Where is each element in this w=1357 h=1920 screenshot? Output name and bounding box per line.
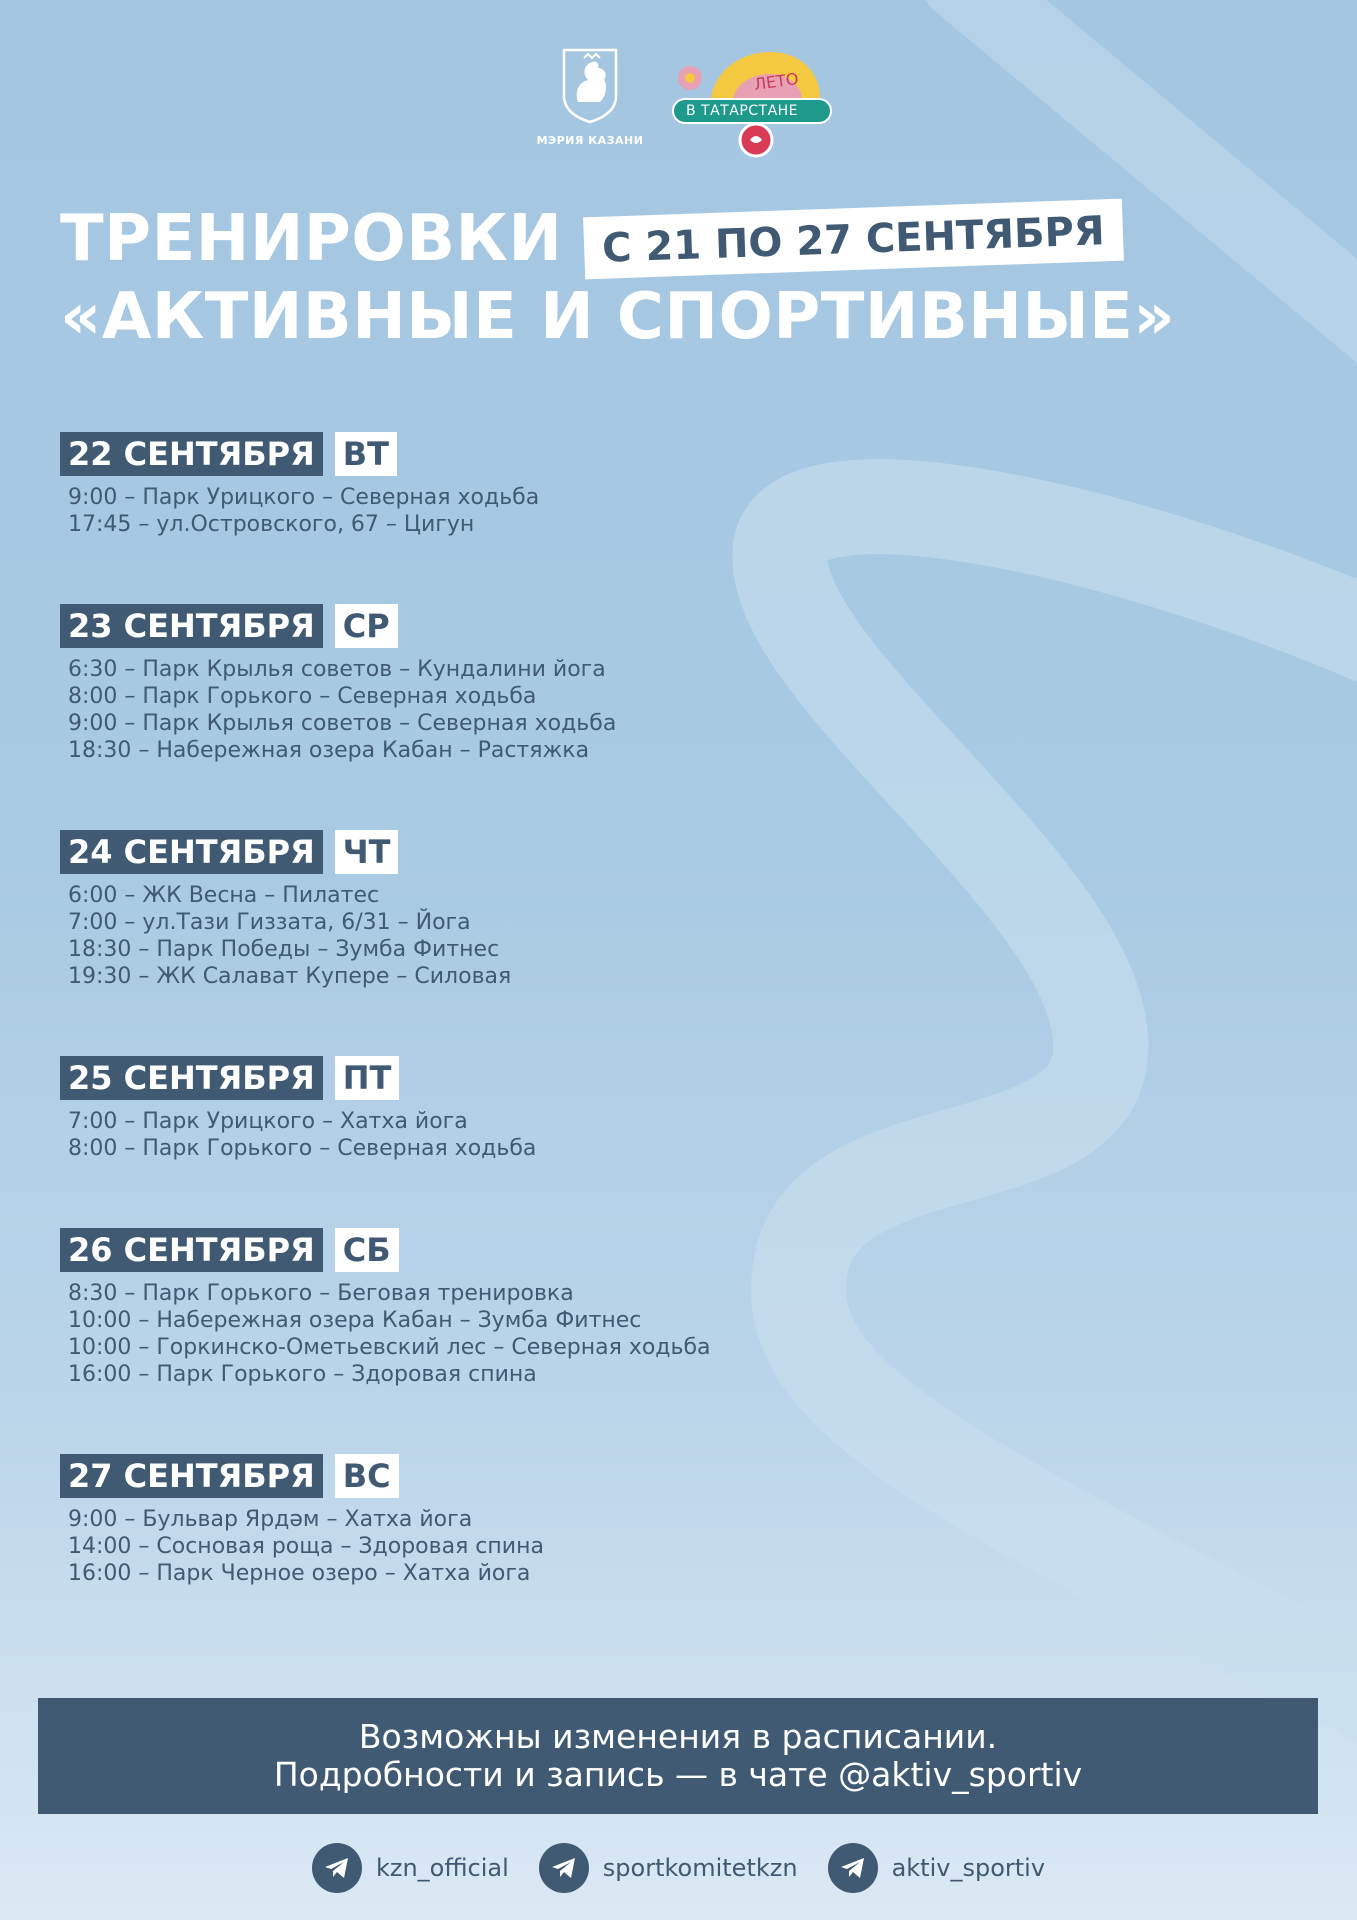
event-item: 6:30 – Парк Крылья советов – Кундалини йога <box>68 657 606 682</box>
weekday-badge: ВС <box>335 1454 399 1498</box>
leto-v-tatarstane-logo <box>670 48 850 160</box>
date-range-tag: С 21 ПО 27 СЕНТЯБРЯ <box>583 199 1124 280</box>
event-item: 8:00 – Парк Горького – Северная ходьба <box>68 1136 537 1161</box>
event-item: 8:00 – Парк Горького – Северная ходьба <box>68 684 537 709</box>
headline-line1: ТРЕНИРОВКИ <box>60 202 563 276</box>
date-badge: 27 СЕНТЯБРЯ <box>60 1454 323 1498</box>
event-item: 16:00 – Парк Горького – Здоровая спина <box>68 1362 537 1387</box>
social-link-aktiv-sportiv[interactable] <box>828 1843 1045 1893</box>
event-item: 6:00 – ЖК Весна – Пилатес <box>68 883 380 908</box>
event-item: 18:30 – Набережная озера Кабан – Растяжка <box>68 738 590 763</box>
event-item: 7:00 – Парк Урицкого – Хатха йога <box>68 1109 468 1134</box>
headline-line2: «АКТИВНЫЕ И СПОРТИВНЫЕ» <box>60 280 1176 354</box>
event-item: 16:00 – Парк Черное озеро – Хатха йога <box>68 1561 531 1586</box>
event-item: 9:00 – Парк Крылья советов – Северная ходьба <box>68 711 617 736</box>
weekday-badge: СР <box>335 604 398 648</box>
weekday-badge: ВТ <box>335 432 397 476</box>
social-link-kzn-official[interactable] <box>312 1843 509 1893</box>
date-badge: 24 СЕНТЯБРЯ <box>60 830 323 874</box>
event-item: 9:00 – Парк Урицкого – Северная ходьба <box>68 485 540 510</box>
event-item: 19:30 – ЖК Салават Купере – Силовая <box>68 964 512 989</box>
social-handle: kzn_official <box>375 1854 509 1882</box>
day-block <box>60 1454 860 1587</box>
schedule <box>60 432 860 1653</box>
social-links <box>0 1840 1357 1896</box>
day-block <box>60 830 860 990</box>
leto-pill: В ТАТАРСТАНЕ <box>672 98 832 124</box>
logos-row <box>520 44 840 164</box>
date-badge: 22 СЕНТЯБРЯ <box>60 432 323 476</box>
schedule-notice-banner <box>38 1698 1318 1814</box>
date-badge: 25 СЕНТЯБРЯ <box>60 1056 323 1100</box>
telegram-icon <box>828 1843 878 1893</box>
banner-line1: Возможны изменения в расписании. <box>358 1717 998 1756</box>
date-badge: 23 СЕНТЯБРЯ <box>60 604 323 648</box>
day-block <box>60 1056 860 1162</box>
banner-line2: Подробности и запись — в чате @aktiv_sportiv <box>273 1755 1083 1794</box>
event-item: 7:00 – ул.Тази Гиззата, 6/31 – Йога <box>68 910 471 935</box>
kazan-crest-icon <box>560 44 620 124</box>
social-handle: sportkomitetkzn <box>602 1854 798 1882</box>
weekday-badge: ЧТ <box>335 830 399 874</box>
event-item: 18:30 – Парк Победы – Зумба Фитнес <box>68 937 500 962</box>
event-item: 17:45 – ул.Островского, 67 – Цигун <box>68 512 475 537</box>
day-block <box>60 1228 860 1388</box>
mayor-caption: МЭРИЯ КАЗАНИ <box>536 134 644 147</box>
event-item: 10:00 – Горкинско-Ометьевский лес – Северная ходьба <box>68 1335 711 1360</box>
event-item: 9:00 – Бульвар Ярдәм – Хатха йога <box>68 1507 473 1532</box>
leto-word: ЛЕТО <box>752 68 800 95</box>
day-block <box>60 432 860 538</box>
headline <box>60 200 1175 356</box>
telegram-icon <box>312 1843 362 1893</box>
event-item: 10:00 – Набережная озера Кабан – Зумба Фитнес <box>68 1308 642 1333</box>
day-block <box>60 604 860 764</box>
weekday-badge: СБ <box>335 1228 399 1272</box>
social-link-sportkomitetkzn[interactable] <box>539 1843 798 1893</box>
event-item: 14:00 – Сосновая роща – Здоровая спина <box>68 1534 544 1559</box>
telegram-icon <box>539 1843 589 1893</box>
date-badge: 26 СЕНТЯБРЯ <box>60 1228 323 1272</box>
event-item: 8:30 – Парк Горького – Беговая тренировка <box>68 1281 574 1306</box>
social-handle: aktiv_sportiv <box>891 1854 1046 1882</box>
mayor-logo <box>520 44 660 147</box>
weekday-badge: ПТ <box>335 1056 400 1100</box>
